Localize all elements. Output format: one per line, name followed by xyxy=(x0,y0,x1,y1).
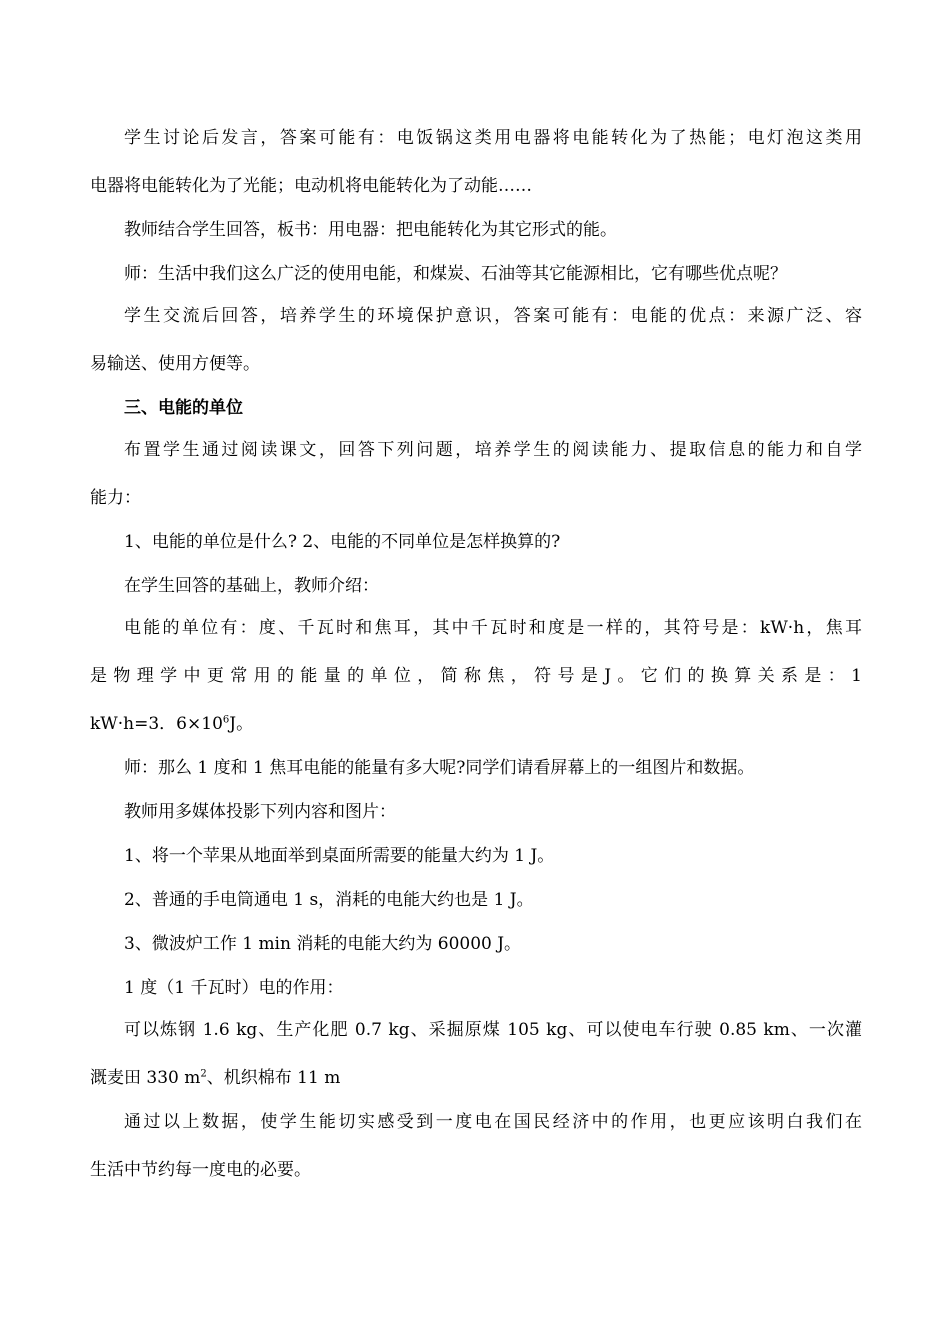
paragraph-line: 生活中节约每一度电的必要。 xyxy=(90,1160,311,1180)
paragraph: 师：生活中我们这么广泛的使用电能，和煤炭、石油等其它能源相比，它有哪些优点呢？ xyxy=(124,264,787,284)
paragraph: 教师结合学生回答，板书：用电器：把电能转化为其它形式的能。 xyxy=(124,220,617,240)
area-base: 溉麦田 330 m xyxy=(90,1068,201,1088)
paragraph-line: 易输送、使用方便等。 xyxy=(90,354,260,374)
list-item: 1、将一个苹果从地面举到桌面所需要的能量大约为 1 J。 xyxy=(124,846,555,866)
paragraph-line: 布置学生通过阅读课文，回答下列问题，培养学生的阅读能力、提取信息的能力和自学 xyxy=(124,440,862,460)
formula-base: kW·h=3．6×10 xyxy=(90,714,223,734)
formula-tail: J。 xyxy=(229,714,254,734)
paragraph-line: 学生讨论后发言，答案可能有：电饭锅这类用电器将电能转化为了热能；电灯泡这类用 xyxy=(124,128,862,148)
paragraph-line: 电器将电能转化为了光能；电动机将电能转化为了动能…… xyxy=(90,176,532,196)
conversion-formula xyxy=(90,712,862,736)
paragraph-line: 电能的单位有：度、千瓦时和焦耳，其中千瓦时和度是一样的，其符号是：kW·h，焦耳 xyxy=(124,618,862,638)
paragraph-line: 能力： xyxy=(90,488,141,508)
list-item: 2、普通的手电筒通电 1 s，消耗的电能大约也是 1 J。 xyxy=(124,890,534,910)
area-tail: 、机织棉布 11 m xyxy=(206,1068,341,1088)
paragraph-line xyxy=(90,1066,862,1090)
paragraph: 教师用多媒体投影下列内容和图片： xyxy=(124,802,396,822)
paragraph: 1 度（1 千瓦时）电的作用： xyxy=(124,978,344,998)
paragraph-line: 学生交流后回答，培养学生的环境保护意识，答案可能有：电能的优点：来源广泛、容 xyxy=(124,306,862,326)
list-item: 3、微波炉工作 1 min 消耗的电能大约为 60000 J。 xyxy=(124,934,522,954)
area-exponent: 2 xyxy=(200,1068,207,1080)
paragraph: 在学生回答的基础上，教师介绍： xyxy=(124,576,379,596)
paragraph-line: 通过以上数据，使学生能切实感受到一度电在国民经济中的作用，也更应该明白我们在 xyxy=(124,1112,862,1132)
paragraph-line: 是物理学中更常用的能量的单位，简称焦，符号是J。它们的换算关系是：1 xyxy=(90,666,862,686)
section-heading: 三、电能的单位 xyxy=(124,398,243,418)
paragraph: 师：那么 1 度和 1 焦耳电能的能量有多大呢?同学们请看屏幕上的一组图片和数据。 xyxy=(124,758,755,778)
formula-exponent: 6 xyxy=(222,714,230,726)
paragraph-line: 可以炼钢 1.6 kg、生产化肥 0.7 kg、采掘原煤 105 kg、可以使电车行驶 0.85 km、一次灌 xyxy=(124,1020,862,1040)
question-list: 1、电能的单位是什么? 2、电能的不同单位是怎样换算的? xyxy=(124,532,561,552)
